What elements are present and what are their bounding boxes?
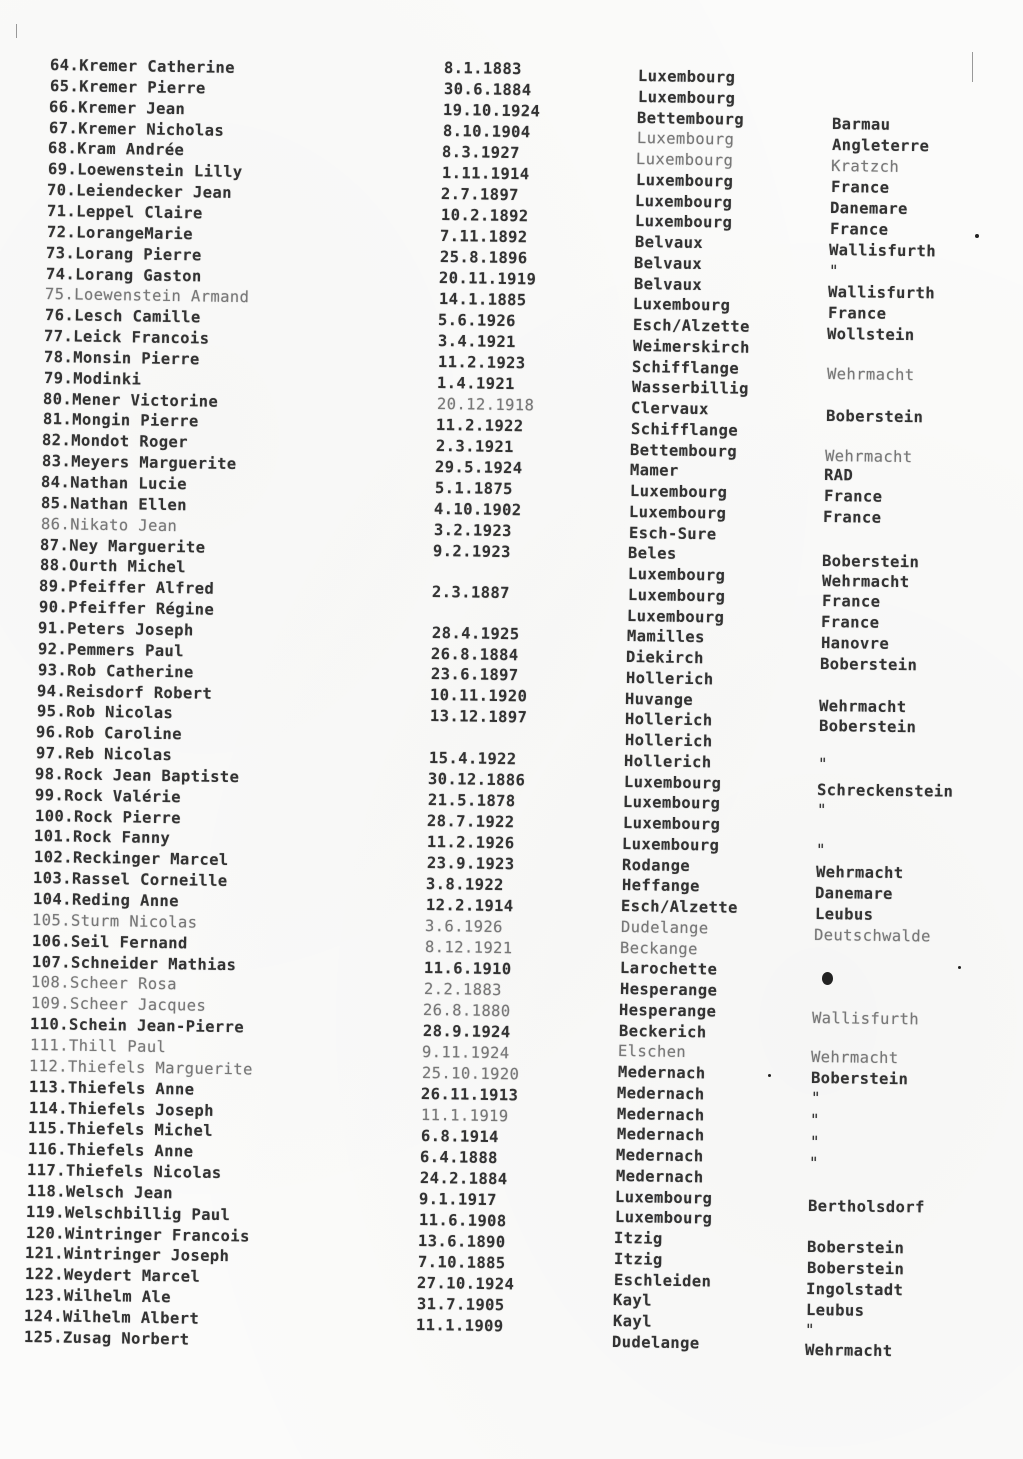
name-entry: 90.Pfeiffer Régine	[38, 598, 215, 619]
destination: Wehrmacht	[824, 447, 913, 467]
birth-place: Luxembourg	[615, 1187, 713, 1208]
destination: "	[805, 1321, 816, 1340]
birth-place: Belvaux	[634, 233, 703, 253]
birth-date: 8.3.1927	[442, 143, 521, 163]
birth-place: Rodange	[621, 855, 691, 875]
birth-place: Esch/Alzette	[621, 897, 739, 917]
name-entry: 109.Scheer Jacques	[30, 994, 206, 1016]
name-entry: 112.Thiefels Marguerite	[29, 1056, 254, 1079]
birth-place: Bettembourg	[630, 440, 738, 461]
birth-place: Wasserbillig	[631, 378, 749, 399]
birth-date: 11.1.1909	[416, 1316, 505, 1336]
name-entry: 75.Loewenstein Armand	[45, 285, 250, 307]
birth-date: 11.1.1919	[420, 1106, 509, 1126]
name-entry: 97.Reb Nicolas	[35, 744, 173, 765]
name-entry: 121.Wintringer Joseph	[25, 1244, 230, 1266]
birth-date: 20.12.1918	[436, 395, 535, 415]
name-entry: 86.Nikato Jean	[40, 514, 177, 535]
destination: Wehrmacht	[804, 1341, 893, 1361]
name-entry: 120.Wintringer Francois	[25, 1223, 250, 1246]
name-entry: 80.Mener Victorine	[42, 389, 219, 411]
name-entry: 100.Rock Pierre	[34, 806, 181, 827]
destination: France	[827, 304, 887, 323]
birth-date: 30.12.1886	[428, 770, 526, 790]
ink-speck	[768, 1074, 771, 1077]
destination: "	[809, 1111, 820, 1130]
birth-place: Heffange	[621, 876, 700, 896]
destination: Deutschwalde	[814, 926, 932, 946]
name-entry: 71.Leppel Claire	[46, 201, 203, 223]
birth-place: Luxembourg	[637, 87, 736, 108]
birth-date: 11.6.1910	[424, 959, 512, 979]
destination: Leubus	[814, 905, 874, 924]
birth-place: Hesperange	[618, 1000, 717, 1021]
destination: "	[817, 755, 828, 774]
name-entry: 73.Lorang Pierre	[45, 243, 202, 265]
name-entry: 87.Ney Marguerite	[39, 535, 206, 557]
destination: Wehrmacht	[819, 697, 907, 717]
name-entry: 101.Rock Fanny	[33, 827, 171, 848]
name-entry: 88.Ourth Michel	[39, 556, 186, 577]
birth-place: Dudelange	[612, 1332, 701, 1353]
destination: "	[809, 1154, 819, 1173]
birth-place: Beles	[628, 544, 678, 564]
birth-date: 5.6.1926	[438, 311, 517, 331]
name-entry: 124.Wilhelm Albert	[24, 1307, 200, 1328]
birth-place: Kayl	[612, 1312, 652, 1331]
name-entry: 84.Nathan Lucie	[41, 473, 188, 494]
birth-place: Luxembourg	[623, 772, 722, 793]
destination: Boberstein	[818, 717, 917, 737]
birth-date: 26.8.1884	[430, 645, 519, 665]
birth-date: 12.2.1914	[425, 896, 514, 916]
birth-place: Kayl	[613, 1291, 653, 1310]
birth-date: 25.8.1896	[439, 248, 528, 268]
destination: France	[823, 487, 883, 506]
destination: Boberstein	[807, 1238, 905, 1258]
birth-date: 3.2.1923	[433, 521, 512, 541]
destination: RAD	[824, 466, 854, 485]
destination: Wallisfurth	[828, 283, 936, 303]
birth-date: 31.7.1905	[416, 1295, 505, 1315]
destination: Angleterre	[831, 136, 929, 156]
birth-date: 23.6.1897	[430, 665, 519, 685]
birth-date: 13.6.1890	[418, 1232, 506, 1252]
destination: France	[829, 220, 889, 239]
birth-place: Weimerskirch	[632, 336, 750, 357]
name-entry: 125.Zusag Norbert	[23, 1327, 190, 1349]
destination: Boberstein	[825, 407, 923, 427]
name-entry: 64.Kremer Catherine	[49, 56, 236, 77]
name-entry: 68.Kram Andrée	[48, 139, 185, 160]
destination: Boberstein	[819, 655, 918, 675]
destination: Wehrmacht	[811, 1048, 900, 1068]
name-entry: 78.Monsin Pierre	[43, 347, 200, 369]
birth-date: 3.4.1921	[437, 332, 516, 352]
birth-date: 7.10.1885	[417, 1253, 506, 1273]
name-entry: 72.LorangeMarie	[46, 222, 193, 244]
destination: Boberstein	[810, 1069, 909, 1089]
birth-place: Luxembourg	[627, 565, 726, 585]
ink-blot	[822, 972, 833, 985]
destination: "	[816, 801, 827, 820]
birth-date: 28.9.1924	[422, 1022, 511, 1042]
name-entry: 94.Reisdorf Robert	[36, 681, 213, 703]
destination: Boberstein	[806, 1259, 905, 1279]
birth-date: 27.10.1924	[417, 1274, 515, 1294]
name-entry: 117.Thiefels Nicolas	[27, 1161, 222, 1183]
birth-place: Hollerich	[625, 668, 714, 689]
birth-place: Hollerich	[624, 731, 713, 751]
birth-place: Medernach	[617, 1063, 706, 1083]
destination: Schreckenstein	[817, 781, 954, 801]
name-entry: 81.Mongin Pierre	[42, 410, 199, 431]
name-entry: 113.Thiefels Anne	[28, 1077, 195, 1099]
ink-speck	[958, 966, 961, 969]
birth-place: Esch/Alzette	[632, 316, 750, 336]
birth-place: Eschleiden	[613, 1270, 712, 1291]
name-entry: 67.Kremer Nicholas	[48, 118, 225, 140]
destination: France	[820, 613, 880, 632]
birth-place: Luxembourg	[626, 606, 725, 627]
birth-date: 14.1.1885	[438, 290, 527, 310]
name-entry: 91.Peters Joseph	[38, 618, 195, 640]
birth-place: Luxembourg	[634, 212, 733, 232]
destination: Bertholsdorf	[808, 1197, 926, 1217]
name-entry: 66.Kremer Jean	[48, 97, 186, 118]
birth-date: 3.6.1926	[424, 917, 504, 937]
birth-date: 15.4.1922	[428, 749, 517, 769]
birth-date: 30.6.1884	[443, 80, 532, 100]
birth-place: Luxembourg	[636, 150, 734, 170]
destination: "	[828, 262, 839, 281]
destination: Danemare	[814, 884, 894, 903]
birth-date: 11.6.1908	[418, 1211, 507, 1231]
birth-place: Medernach	[616, 1146, 704, 1166]
birth-place: Luxembourg	[614, 1208, 713, 1228]
name-entry: 65.Kremer Pierre	[49, 76, 206, 98]
birth-place: Medernach	[617, 1083, 706, 1104]
name-entry: 115.Thiefels Michel	[27, 1119, 214, 1141]
birth-date: 9.1.1917	[418, 1190, 498, 1210]
name-entry: 99.Rock Valérie	[34, 785, 182, 807]
birth-date: 2.3.1921	[435, 437, 514, 457]
birth-place: Hesperange	[619, 980, 717, 1000]
name-entry: 104.Reding Anne	[32, 890, 179, 911]
name-entry: 89.Pfeiffer Alfred	[39, 577, 215, 599]
birth-place: Hollerich	[624, 710, 713, 730]
birth-date: 19.10.1924	[442, 101, 541, 121]
birth-place: Luxembourg	[636, 129, 735, 149]
name-entry: 111.Thill Paul	[29, 1035, 167, 1057]
name-entry: 85.Nathan Ellen	[40, 493, 188, 515]
birth-place: Itzig	[614, 1229, 664, 1248]
destination: Wallisfurth	[812, 1009, 920, 1029]
name-entry: 119.Welschbillig Paul	[26, 1202, 231, 1224]
birth-date: 8.1.1883	[443, 59, 522, 79]
name-entry: 110.Schein Jean-Pierre	[30, 1015, 245, 1037]
birth-place: Luxembourg	[635, 191, 733, 212]
ink-speck	[975, 234, 979, 238]
destination: "	[815, 841, 826, 860]
name-entry: 77.Leick Francois	[44, 327, 210, 348]
birth-place: Itzig	[613, 1249, 663, 1269]
name-entry: 76.Lesch Camille	[44, 306, 201, 327]
birth-date: 10.2.1892	[440, 206, 529, 226]
birth-date: 6.8.1914	[420, 1127, 499, 1147]
destination: "	[810, 1089, 821, 1108]
name-entry: 114.Thiefels Joseph	[28, 1098, 214, 1120]
name-entry: 79.Modinki	[43, 368, 142, 389]
margin-mark	[16, 24, 17, 38]
birth-place: Belvaux	[633, 274, 703, 294]
birth-place: Luxembourg	[622, 834, 720, 855]
birth-place: Esch-Sure	[628, 523, 717, 543]
birth-date: 11.2.1923	[437, 353, 526, 373]
birth-date: 28.4.1925	[431, 624, 520, 644]
destination: Wehrmacht	[821, 572, 910, 592]
name-entry: 122.Weydert Marcel	[24, 1265, 201, 1287]
destination: France	[821, 592, 881, 611]
destination: Leubus	[805, 1301, 865, 1320]
destination: Kratzch	[830, 157, 900, 176]
name-entry: 102.Reckinger Marcel	[33, 848, 229, 870]
destination: "	[809, 1133, 820, 1152]
destination: Boberstein	[822, 552, 920, 572]
birth-place: Luxembourg	[629, 502, 727, 523]
birth-date: 7.11.1892	[440, 227, 529, 247]
birth-date: 9.11.1924	[422, 1043, 511, 1063]
destination: Ingolstadt	[806, 1280, 904, 1300]
birth-date: 21.5.1878	[427, 791, 516, 811]
destination: Wallisfurth	[829, 241, 937, 261]
birth-date: 3.8.1922	[425, 875, 505, 895]
birth-place: Luxembourg	[623, 793, 721, 813]
destination: Hanovre	[820, 634, 889, 653]
birth-place: Elschen	[618, 1042, 687, 1062]
destination: Barmau	[831, 115, 891, 134]
name-entry: 92.Pemmers Paul	[37, 639, 185, 661]
margin-mark	[972, 52, 973, 82]
birth-date: 5.1.1875	[434, 479, 513, 499]
birth-date: 2.3.1887	[432, 583, 511, 603]
name-entry: 118.Welsch Jean	[26, 1181, 173, 1203]
name-entry: 105.Sturm Nicolas	[32, 910, 198, 932]
birth-place: Schifflange	[631, 357, 740, 378]
birth-place: Dudelange	[620, 917, 709, 938]
birth-date: 9.2.1923	[433, 542, 512, 562]
birth-date: 20.11.1919	[439, 269, 537, 289]
name-entry: 82.Mondot Roger	[42, 431, 189, 452]
birth-place: Medernach	[616, 1104, 705, 1124]
name-entry: 123.Wilhelm Ale	[24, 1286, 171, 1307]
birth-date: 1.4.1921	[436, 374, 516, 394]
birth-date: 26.8.1880	[423, 1001, 511, 1021]
birth-place: Luxembourg	[622, 814, 721, 834]
birth-place: Medernach	[616, 1125, 705, 1145]
birth-place: Beckerich	[618, 1021, 707, 1041]
destination: Danemare	[830, 199, 909, 218]
name-entry: 106.Seil Fernand	[31, 931, 188, 953]
birth-place: Medernach	[615, 1166, 704, 1187]
birth-place: Clervaux	[631, 399, 710, 419]
birth-date: 25.10.1920	[421, 1064, 520, 1084]
name-entry: 98.Rock Jean Baptiste	[35, 764, 240, 787]
birth-date: 24.2.1884	[419, 1169, 508, 1189]
birth-date: 4.10.1902	[434, 500, 523, 520]
birth-date: 28.7.1922	[427, 812, 516, 832]
destination: France	[823, 508, 882, 527]
name-entry: 74.Lorang Gaston	[45, 264, 202, 285]
destination: Wehrmacht	[826, 365, 915, 385]
birth-place: Beckange	[620, 938, 699, 958]
birth-place: Diekirch	[626, 648, 705, 668]
name-entry: 107.Schneider Mathias	[31, 952, 236, 974]
birth-date: 2.7.1897	[441, 185, 520, 205]
birth-place: Luxembourg	[633, 295, 731, 315]
birth-place: Mamilles	[626, 627, 705, 647]
birth-date: 6.4.1888	[419, 1148, 499, 1168]
birth-date: 11.2.1926	[426, 833, 515, 853]
destination: France	[830, 178, 890, 197]
name-entry: 108.Scheer Rosa	[30, 973, 178, 994]
name-entry: 70.Leiendecker Jean	[47, 181, 233, 202]
birth-place: Luxembourg	[635, 170, 734, 191]
birth-place: Bettembourg	[637, 108, 745, 129]
birth-date: 10.11.1920	[430, 686, 528, 706]
birth-date: 26.11.1913	[421, 1085, 519, 1105]
destination: Wollstein	[827, 325, 916, 345]
name-entry: 93.Rob Catherine	[37, 660, 194, 682]
birth-place: Schifflange	[630, 419, 739, 440]
birth-date: 29.5.1924	[435, 458, 523, 478]
birth-place: Huvange	[625, 689, 694, 709]
birth-place: Larochette	[619, 959, 718, 979]
birth-date: 8.12.1921	[424, 938, 513, 958]
destination: Wehrmacht	[815, 863, 904, 883]
birth-place: Luxembourg	[627, 585, 725, 606]
name-entry: 116.Thiefels Anne	[27, 1140, 194, 1161]
birth-place: Luxembourg	[637, 67, 736, 87]
birth-place: Mamer	[629, 461, 679, 481]
birth-date: 23.9.1923	[426, 854, 515, 874]
name-entry: 96.Rob Caroline	[36, 723, 183, 744]
birth-date: 1.11.1914	[441, 164, 530, 184]
birth-date: 2.2.1883	[423, 980, 502, 1000]
birth-date: 13.12.1897	[429, 707, 528, 727]
birth-place: Hollerich	[623, 751, 712, 772]
name-entry: 95.Rob Nicolas	[36, 702, 174, 723]
name-entry: 103.Rassel Corneille	[33, 869, 228, 891]
name-entry: 83.Meyers Marguerite	[41, 452, 237, 474]
birth-place: Belvaux	[634, 253, 703, 273]
name-entry: 69.Loewenstein Lilly	[47, 160, 243, 182]
birth-place: Luxembourg	[629, 482, 728, 502]
birth-date: 8.10.1904	[442, 122, 531, 142]
birth-date: 11.2.1922	[436, 416, 524, 436]
